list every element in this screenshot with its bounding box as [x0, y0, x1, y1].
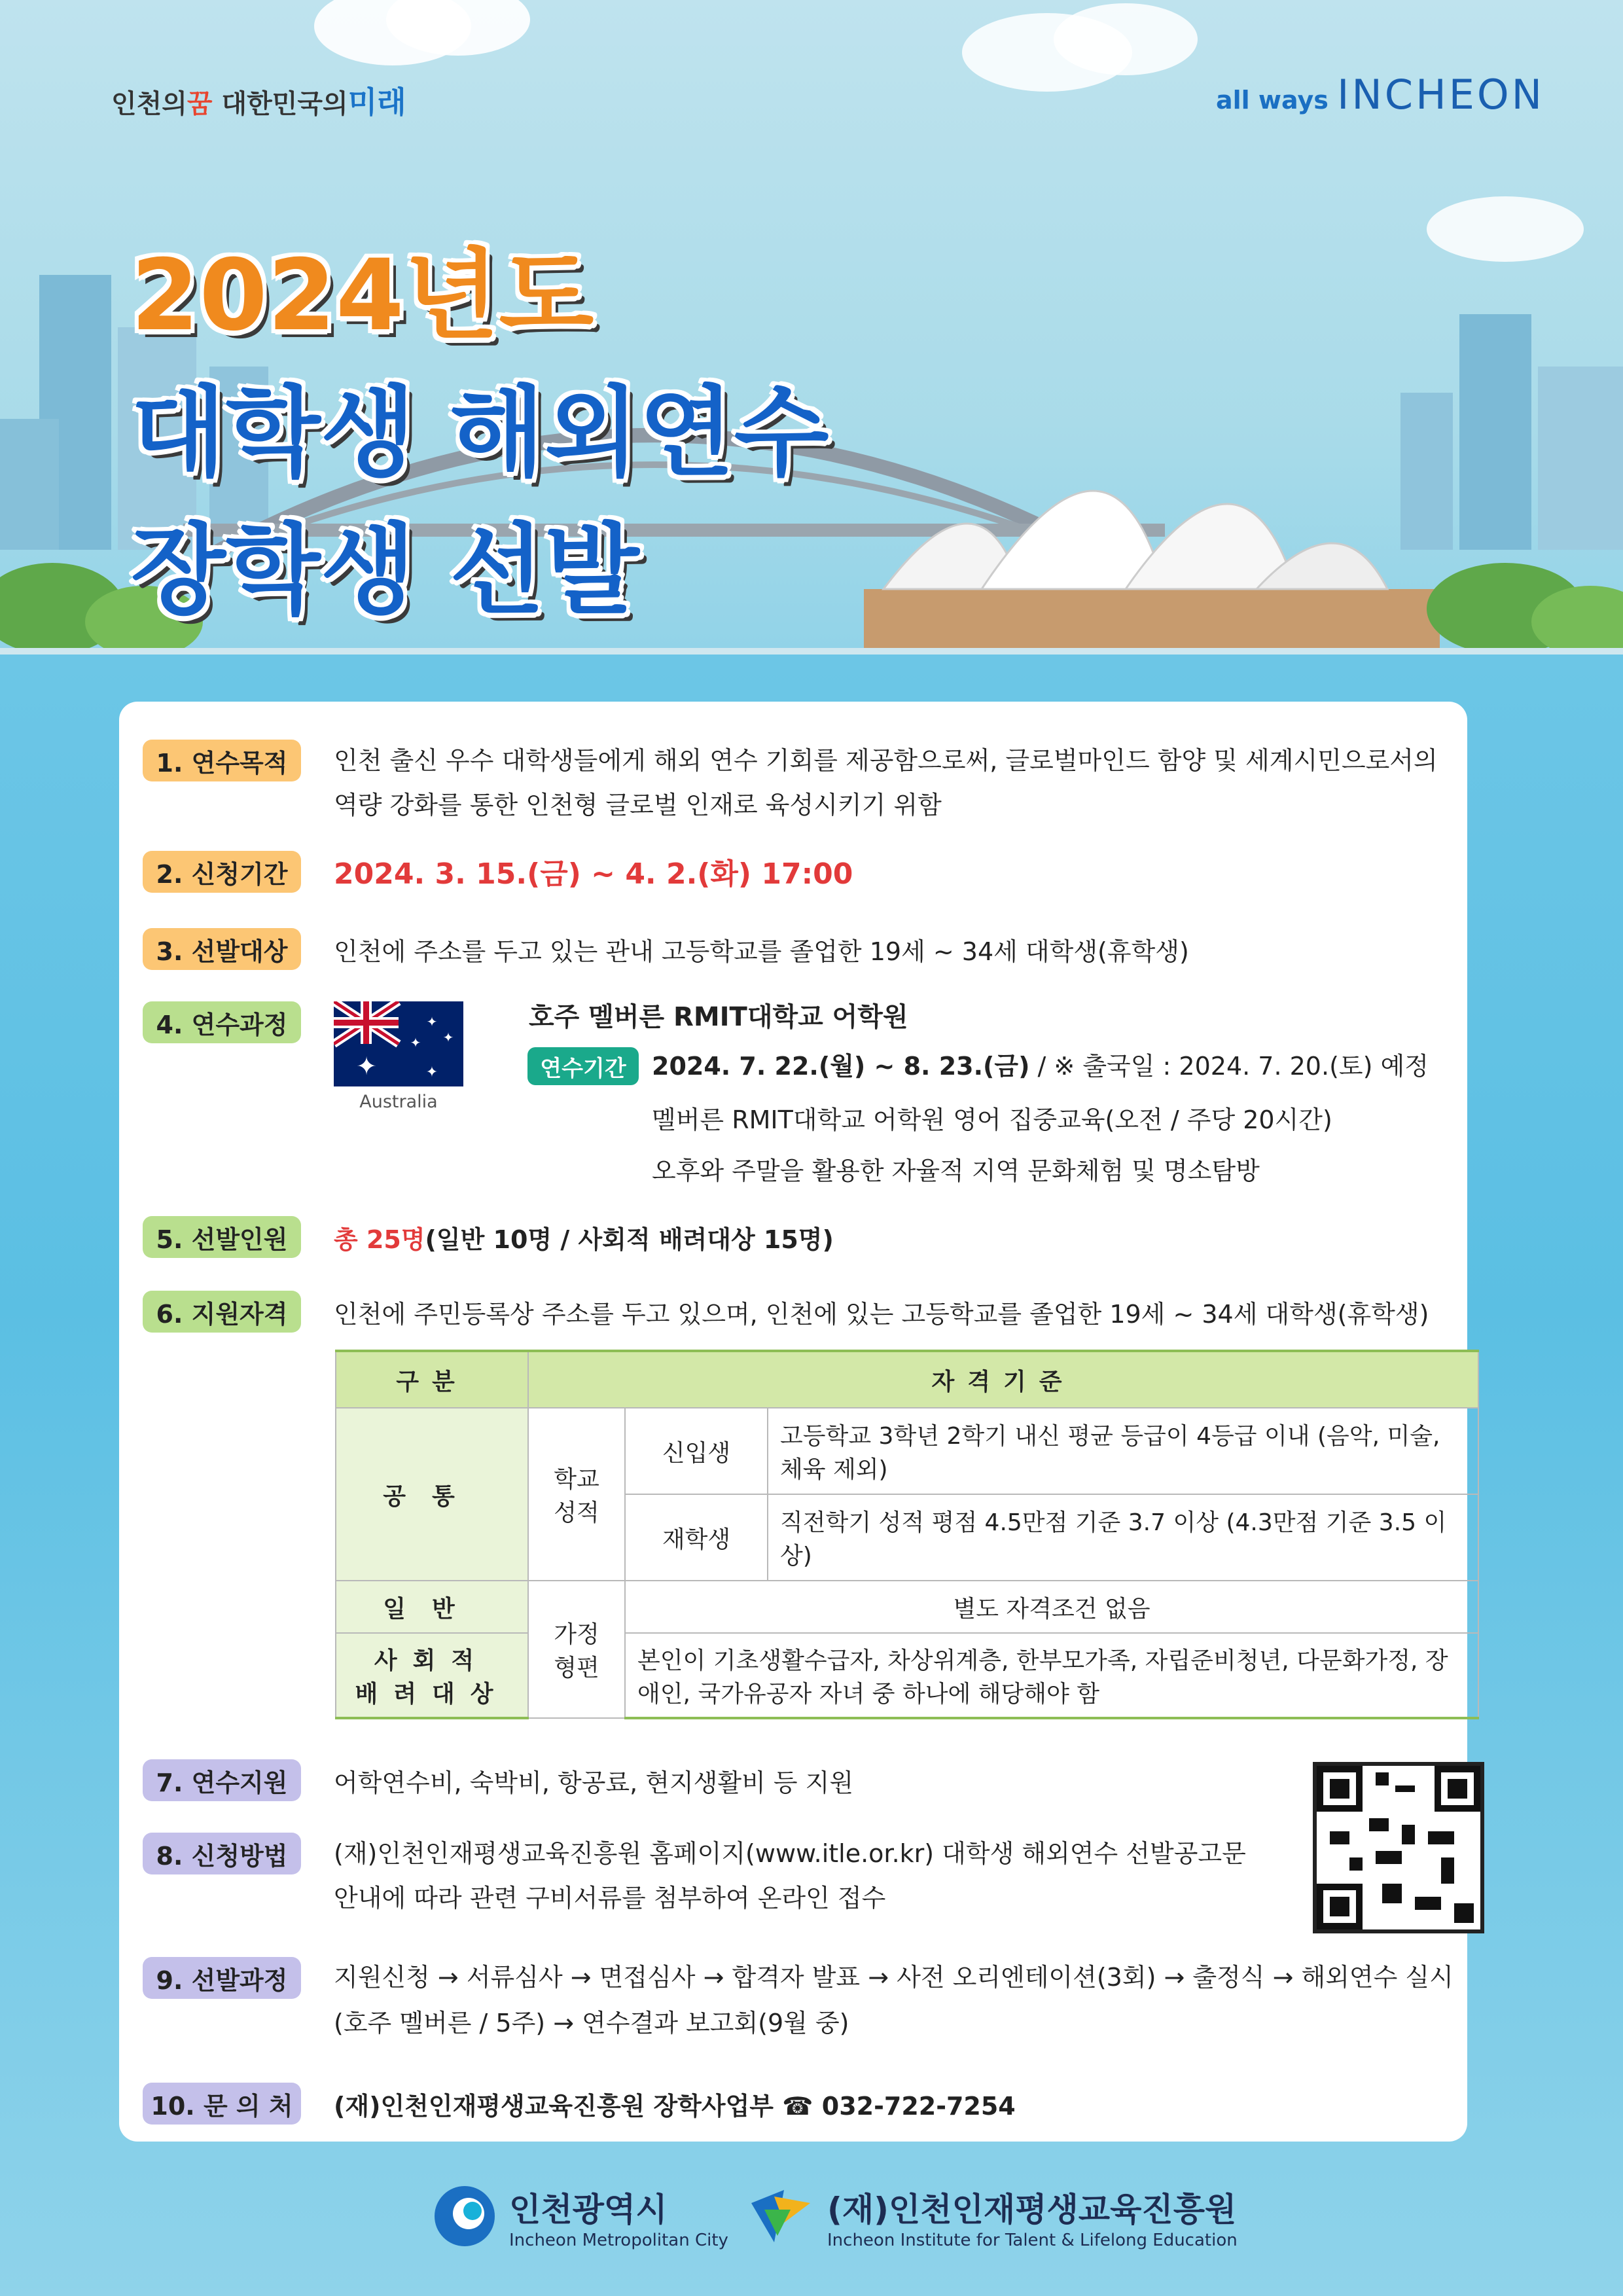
family-status-label: 가정 형편 [528, 1581, 625, 1718]
section-label: 10. 문 의 처 [143, 2083, 301, 2125]
footer-right-name: (재)인천인재평생교육진흥원 [827, 2191, 1237, 2229]
course-detail-2: 오후와 주말을 활용한 자율적 지역 문화체험 및 명소탐방 [652, 1157, 1260, 1185]
svg-text:✦: ✦ [426, 1014, 438, 1030]
section-text: 인천에 주소를 두고 있는 관내 고등학교를 졸업한 19세 ~ 34세 대학생(휴학생) [334, 937, 1189, 966]
course-detail-1: 멜버른 RMIT대학교 어학원 영어 집중교육(오전 / 주당 20시간) [652, 1105, 1332, 1134]
flag-caption: Australia [359, 1092, 438, 1112]
footer-right-sub: Incheon Institute for Talent & Lifelong Education [827, 2231, 1238, 2250]
school-grades-label: 학교 성적 [528, 1408, 625, 1581]
general-criteria: 별도 자격조건 없음 [625, 1581, 1478, 1633]
enrolled-criteria: 직전학기 성적 평점 4.5만점 기준 3.7 이상 (4.3만점 기준 3.5 이상) [768, 1494, 1478, 1581]
section-label: 3. 선발대상 [143, 928, 301, 970]
enrolled-label: 재학생 [625, 1494, 768, 1581]
section-label: 9. 선발과정 [143, 1957, 301, 1999]
section-text: 어학연수비, 숙박비, 항공료, 현지생활비 등 지원 [334, 1768, 854, 1797]
category-general: 일반 [336, 1581, 528, 1633]
application-period: 2024. 3. 15.(금) ~ 4. 2.(화) 17:00 [334, 857, 853, 891]
allways-incheon-logo: all ways INCHEON [1216, 71, 1545, 118]
incheon-dream-logo: 인천의꿈 대한민국의미래 [111, 84, 406, 120]
svg-text:✦: ✦ [425, 1064, 438, 1081]
contact-text: (재)인천인재평생교육진흥원 장학사업부 ☎ 032-722-7254 [334, 2092, 1016, 2121]
social-criteria: 본인이 기초생활수급자, 차상위계층, 한부모가족, 자립준비청년, 다문화가정, 장애인, 국가유공자 자녀 중 하나에 해당해야 함 [625, 1633, 1478, 1718]
table-header-category: 구분 [336, 1351, 528, 1408]
course-dates [652, 1046, 1429, 1086]
course-period-pill: 연수기간 [527, 1047, 639, 1085]
australia-flag-icon [334, 1001, 463, 1086]
incheon-city-emblem-icon [432, 2183, 497, 2249]
section-text: 인천에 주민등록상 주소를 두고 있으며, 인천에 있는 고등학교를 졸업한 19세 ~ 34세 대학생(휴학생) [334, 1300, 1429, 1329]
eligibility-criteria-table [335, 1350, 1479, 1719]
section-label: 4. 연수과정 [143, 1001, 301, 1043]
course-date-range: 2024. 7. 22.(월) ~ 8. 23.(금) [652, 1052, 1030, 1081]
footer-left-sub: Incheon Metropolitan City [509, 2231, 728, 2250]
title-line3: 장학생 선발 [131, 514, 639, 628]
section-label: 1. 연수목적 [143, 740, 301, 781]
course-title: 호주 멜버른 RMIT대학교 어학원 [529, 1002, 908, 1032]
section-label: 6. 지원자격 [143, 1291, 301, 1333]
qr-code-icon[interactable] [1313, 1762, 1484, 1933]
itle-emblem-icon [745, 2183, 817, 2249]
freshman-label: 신입생 [625, 1408, 768, 1494]
category-social: 사회적 배려대상 [336, 1633, 528, 1718]
section-label: 2. 신청기간 [143, 851, 301, 893]
section-label: 5. 선발인원 [143, 1216, 301, 1258]
section-label: 7. 연수지원 [143, 1759, 301, 1801]
title-line2: 대학생 해외연수 [131, 376, 829, 490]
svg-text:✦: ✦ [410, 1035, 421, 1050]
table-header-criteria: 자격기준 [528, 1351, 1478, 1408]
quota-detail: (일반 10명 / 사회적 배려대상 15명) [425, 1225, 834, 1254]
freshman-criteria: 고등학교 3학년 2학기 내신 평균 등급이 4등급 이내 (음악, 미술, 체육 제외) [768, 1408, 1478, 1494]
section-text: (재)인천인재평생교육진흥원 홈페이지(www.itle.or.kr) 대학생 해외연수 선발공고문 안내에 따라 관련 구비서류를 첨부하여 온라인 접수 [334, 1839, 1246, 1912]
departure-date: / ※ 출국일 : 2024. 7. 20.(토) 예정 [1029, 1052, 1429, 1081]
quota-text [334, 1219, 1466, 1261]
section-text: 인천 출신 우수 대학생들에게 해외 연수 기회를 제공함으로써, 글로벌마인드 함양 및 세계시민으로서의 역량 강화를 통한 인천형 글로벌 인재로 육성시키기 위함 [334, 746, 1438, 819]
title-year: 2024년도 [131, 239, 594, 353]
hero-banner [0, 0, 1623, 707]
footer-left-name: 인천광역시 [509, 2191, 668, 2229]
svg-text:✦: ✦ [442, 1030, 454, 1045]
quota-total: 총 25명 [334, 1225, 425, 1254]
svg-text:✦: ✦ [356, 1052, 377, 1081]
section-label: 8. 신청방법 [143, 1833, 301, 1874]
section-text: 지원신청 → 서류심사 → 면접심사 → 합격자 발표 → 사전 오리엔테이션(3회) → 출정식 → 해외연수 실시(호주 멜버른 / 5주) → 연수결과 보고회(9월 중) [334, 1963, 1454, 2037]
category-common: 공통 [336, 1408, 528, 1581]
